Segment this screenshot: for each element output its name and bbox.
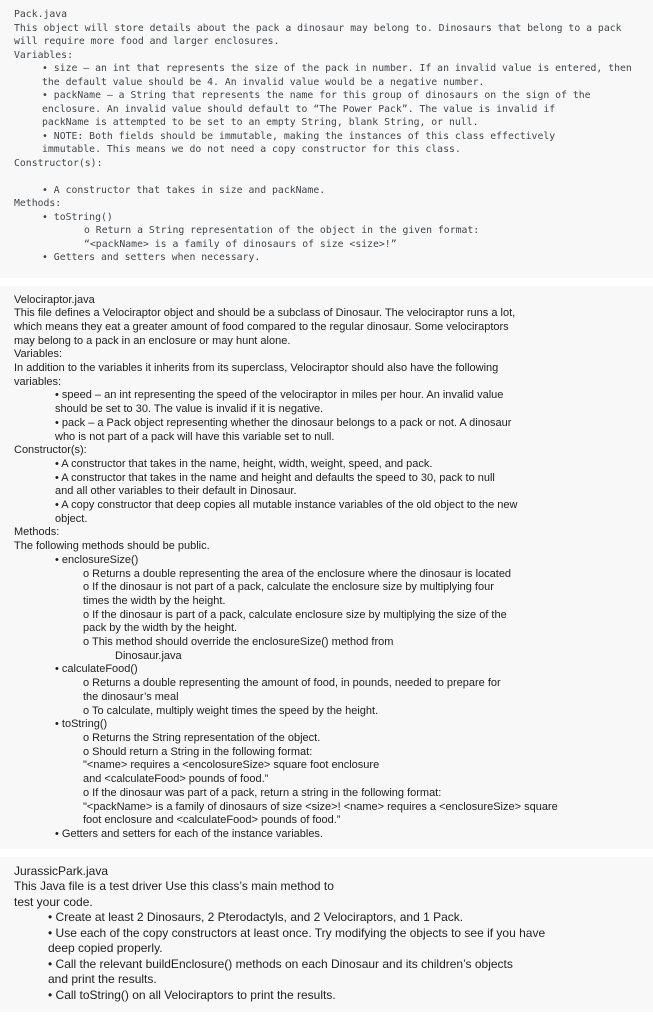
spec-line: • Call the relevant buildEnclosure() methods on each Dinosaur and its children’s objects — [48, 956, 513, 971]
spec-line: "<name> requires a <encolosureSize> square foot enclosure — [83, 759, 380, 772]
spec-line: o Should return a String in the following format: — [83, 745, 313, 758]
spec-line: • A copy constructor that deep copies all mutable instance variables of the old object to the new — [55, 499, 518, 512]
spec-line: o Returns the String representation of the object. — [83, 732, 321, 744]
spec-line: who is not part of a pack will have this variable set to null. — [55, 430, 335, 443]
spec-line: which means they eat a greater amount of food compared to the regular dinosaur. Some velociraptors — [14, 320, 509, 333]
spec-line: immutable. This means we do not need a copy constructor for this class. — [42, 144, 461, 155]
spec-line: • Getters and setters for each of the instance variables. — [55, 827, 323, 840]
spec-line: times the width by the height. — [83, 594, 226, 607]
spec-line: object. — [55, 512, 88, 525]
spec-title: JurassicPark.java — [14, 863, 109, 878]
spec-line: o Returns a double representing the amount of food, in pounds, needed to prepare for — [83, 677, 501, 690]
spec-line: This object will store details about the pack a dinosaur may belong to. Dinosaurs that belong to a pack — [14, 22, 622, 34]
spec-line: “<packName> is a family of dinosaurs of size <size>!” — [84, 238, 397, 250]
spec-line: Constructor(s): — [14, 157, 103, 169]
spec-line: pack by the width by the height. — [83, 622, 238, 635]
spec-line: packName is attempted to be set to an empty String, blank String, or null. — [42, 117, 479, 128]
spec-line: deep copied properly. — [48, 941, 163, 956]
spec-line: and <calculateFood> pounds of food.” — [83, 773, 269, 786]
spec-title: Velociraptor.java — [14, 293, 95, 306]
spec-line: • packName – a String that represents the name for this group of dinosaurs on the sign of the — [42, 90, 591, 101]
spec-line: test your code. — [14, 894, 93, 909]
spec-line: o This method should override the enclosureSize() method from — [83, 636, 394, 649]
spec-line — [14, 170, 649, 184]
spec-line: and all other variables to their default in Dinosaur. — [55, 485, 297, 498]
spec-line: • calculateFood() — [55, 663, 138, 676]
jurassicpark-java-card — [0, 857, 653, 1013]
spec-line: Variables: — [14, 348, 63, 361]
spec-line: • speed – an int representing the speed of the velociraptor in miles per hour. An invalid value — [55, 389, 504, 402]
spec-line: variables: — [14, 375, 62, 388]
spec-line: o If the dinosaur is part of a pack, calculate enclosure size by multiplying the size of the — [83, 608, 507, 621]
spec-line: • NOTE: Both fields should be immutable, making the instances of this class effectively — [42, 130, 556, 142]
spec-line: foot enclosure and <calculateFood> pounds of food.” — [83, 814, 341, 827]
spec-line: Dinosaur.java — [115, 649, 182, 662]
spec-line: • pack – a Pack object representing whether the dinosaur belongs to a pack or not. A dinosaur — [55, 416, 512, 429]
spec-line: Constructor(s): — [14, 444, 87, 457]
spec-line: and print the results. — [48, 972, 157, 987]
spec-line: • A constructor that takes in the name and height and defaults the speed to 30, pack to null — [55, 471, 495, 484]
spec-line: should be set to 30. The value is invalid if it is negative. — [55, 403, 324, 416]
spec-line: o To calculate, multiply weight times the speed by the height. — [83, 704, 379, 717]
spec-line: • Getters and setters when necessary. — [42, 252, 261, 263]
spec-line: will require more food and larger enclosures. — [14, 36, 280, 47]
spec-line: may belong to a pack in an enclosure or may hunt alone. — [14, 334, 291, 347]
spec-line: • Call toString() on all Velociraptors to print the results. — [48, 987, 336, 1002]
spec-line: o Return a String representation of the object in the given format: — [84, 225, 480, 236]
spec-line: • Create at least 2 Dinosaurs, 2 Pterodactyls, and 2 Velociraptors, and 1 Pack. — [48, 910, 464, 925]
spec-line: "<packName> is a family of dinosaurs of size <size>! <name> requires a <enclosureSize> square — [83, 800, 558, 813]
spec-line: enclosure. An invalid value should default to “The Power Pack”. The value is invalid if — [42, 103, 556, 115]
spec-line: • Use each of the copy constructors at least once. Try modifying the objects to see if you have — [48, 925, 546, 940]
spec-line: In addition to the variables it inherits from its superclass, Velociraptor should also have the following — [14, 362, 499, 375]
spec-line: This file defines a Velociraptor object and should be a subclass of Dinosaur. The velociraptor runs a lot, — [14, 307, 516, 320]
spec-line: • toString() — [42, 211, 113, 223]
spec-line: o If the dinosaur was part of a pack, return a string in the following format: — [83, 786, 442, 799]
spec-line: The following methods should be public. — [14, 540, 210, 553]
velociraptor-java-card — [0, 286, 653, 849]
spec-line: • A constructor that takes in size and packName. — [42, 184, 326, 196]
spec-title: Pack.java — [14, 9, 68, 20]
spec-line: This Java file is a test driver Use this class’s main method to — [14, 879, 334, 894]
spec-line: o If the dinosaur is not part of a pack, calculate the enclosure size by multiplying four — [83, 581, 494, 594]
spec-line: Variables: — [14, 49, 73, 61]
pack-java-card — [0, 0, 653, 278]
spec-line: • size – an int that represents the size of the pack in number. If an invalid value is entered, then — [42, 63, 632, 74]
spec-line: Methods: — [14, 526, 60, 539]
spec-line: • toString() — [55, 718, 108, 731]
spec-line: the dinosaur’s meal — [83, 690, 179, 703]
spec-line: o Returns a double representing the area of the enclosure where the dinosaur is located — [83, 567, 512, 580]
spec-line: • enclosureSize() — [55, 553, 139, 566]
spec-line: • A constructor that takes in the name, height, width, weight, speed, and pack. — [55, 457, 433, 470]
spec-line: the default value should be 4. An invalid value would be a negative number. — [42, 76, 485, 88]
spec-line: Methods: — [14, 198, 62, 209]
